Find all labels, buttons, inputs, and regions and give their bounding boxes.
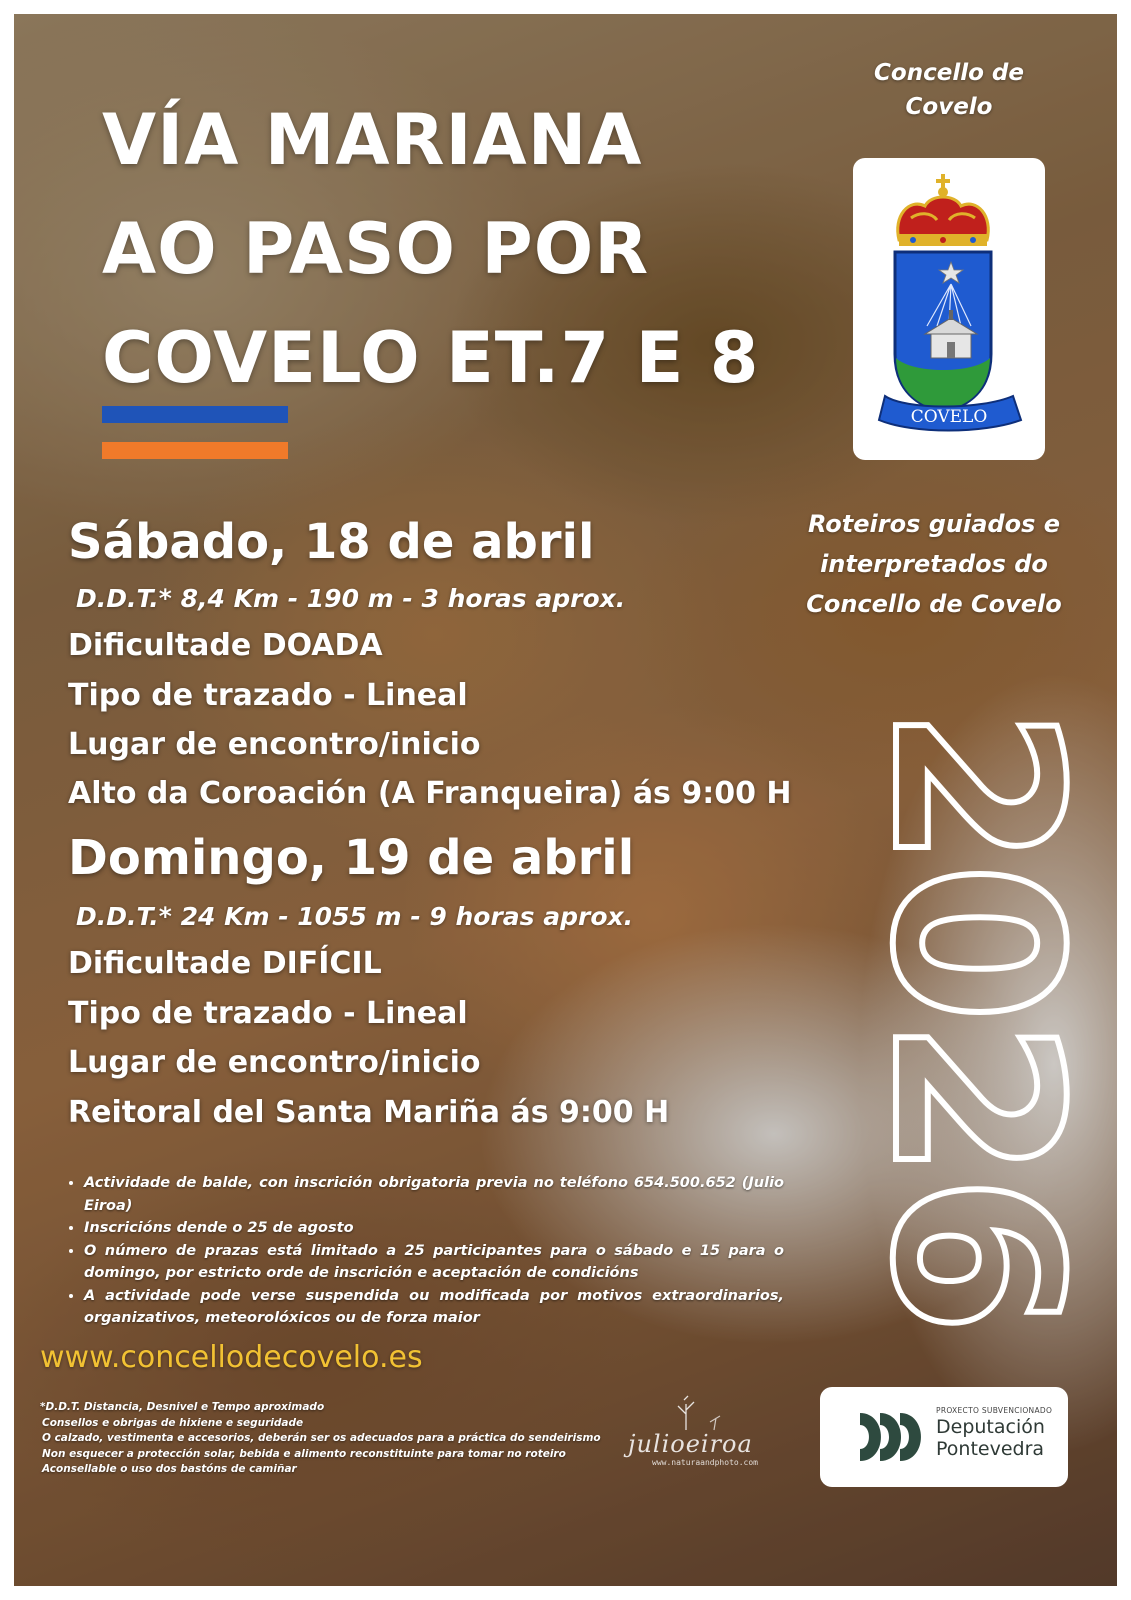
saturday-ddt: D.D.T.* 8,4 Km - 190 m - 3 horas aprox. [76, 584, 626, 613]
footer-line: Aconsellable o uso dos bastóns de camiñar [42, 1463, 297, 1475]
note-item: • Inscricións dende o 25 de agosto [84, 1217, 784, 1240]
website-link[interactable]: www.concellodecovelo.es [40, 1340, 423, 1375]
saturday-route-type: Tipo de trazado - Lineal [68, 678, 468, 713]
sunday-route-type: Tipo de trazado - Lineal [68, 996, 468, 1031]
saturday-meeting-label: Lugar de encontro/inicio [68, 727, 481, 762]
deputacion-logo-icon [830, 1387, 930, 1487]
sunday-heading: Domingo, 19 de abril [68, 830, 635, 886]
photographer-url: www.naturaandphoto.com [652, 1458, 758, 1467]
footer-line: *D.D.T. Distancia, Desnivel e Tempo aproximado [40, 1401, 325, 1413]
coat-of-arms-icon [853, 158, 1045, 460]
title-line-3: COVELO ET.7 E 8 [102, 317, 760, 399]
note-item: • O número de prazas está limitado a 25 participantes para o sábado e 15 para o domingo, por estricto orde de inscrición e aceptación de condicións [84, 1240, 784, 1285]
year-text: 2026 [841, 706, 1109, 1332]
sunday-meeting-label: Lugar de encontro/inicio [68, 1045, 481, 1080]
notes-list [68, 1172, 784, 1330]
roteiros-line-2: interpretados do [820, 550, 1048, 578]
footer-line: Consellos e obrigas de hixiene e seguridade [42, 1416, 304, 1429]
note-item: • Actividade de balde, con inscrición obrigatoria previa no teléfono 654.500.652 (Julio Eiroa) [84, 1172, 784, 1217]
sunday-meeting-place: Reitoral del Santa Mariña ás 9:00 H [68, 1095, 670, 1130]
footer-notes [40, 1400, 640, 1478]
saturday-difficulty: Dificultade DOADA [68, 628, 383, 663]
decorative-blue-bar [102, 406, 288, 423]
roteiros-line-3: Concello de Covelo [806, 590, 1062, 618]
footer-line: Non esquecer a protección solar, bebida e alimento reconstituinte para tomar no roteiro [42, 1447, 566, 1460]
decorative-orange-bar [102, 442, 288, 459]
deputacion-subtitle: PROXECTO SUBVENCIONADO [936, 1406, 1053, 1415]
sunday-ddt: D.D.T.* 24 Km - 1055 m - 9 horas aprox. [76, 902, 634, 931]
concello-label-line-1: Concello de [874, 60, 1024, 86]
deputacion-name-line-1: Deputación [936, 1416, 1045, 1438]
year-outline [841, 659, 1109, 1379]
shield-banner-text: COVELO [910, 407, 988, 427]
footer-line: O calzado, vestimenta e accesorios, deberán ser os adecuados para a práctica do sendeirismo [42, 1432, 601, 1444]
concello-label-line-2: Covelo [905, 94, 993, 120]
deputacion-name [936, 1416, 1045, 1460]
note-item: • A actividade pode verse suspendida ou modificada por motivos extraordinarios, organizativos, meteorolóxicos ou de forza maior [84, 1285, 784, 1330]
saturday-heading: Sábado, 18 de abril [68, 514, 595, 570]
concello-label [834, 56, 1064, 124]
signature-text: julioeiroa [628, 1430, 753, 1458]
roteiros-label [784, 504, 1084, 624]
sunday-difficulty: Dificultade DIFÍCIL [68, 946, 382, 981]
poster [14, 14, 1117, 1586]
event-title [102, 86, 822, 413]
title-line-2: AO PASO POR [102, 208, 650, 290]
deputacion-card [820, 1387, 1068, 1487]
title-line-1: VÍA MARIANA [102, 99, 643, 181]
deputacion-name-line-2: Pontevedra [936, 1438, 1045, 1460]
coat-of-arms-card [853, 158, 1045, 460]
photographer-signature [614, 1394, 804, 1474]
saturday-meeting-place: Alto da Coroación (A Franqueira) ás 9:00 H [68, 776, 792, 811]
crown-icon [898, 174, 989, 246]
roteiros-line-1: Roteiros guiados e [808, 510, 1060, 538]
plant-sketch-icon [614, 1394, 804, 1434]
